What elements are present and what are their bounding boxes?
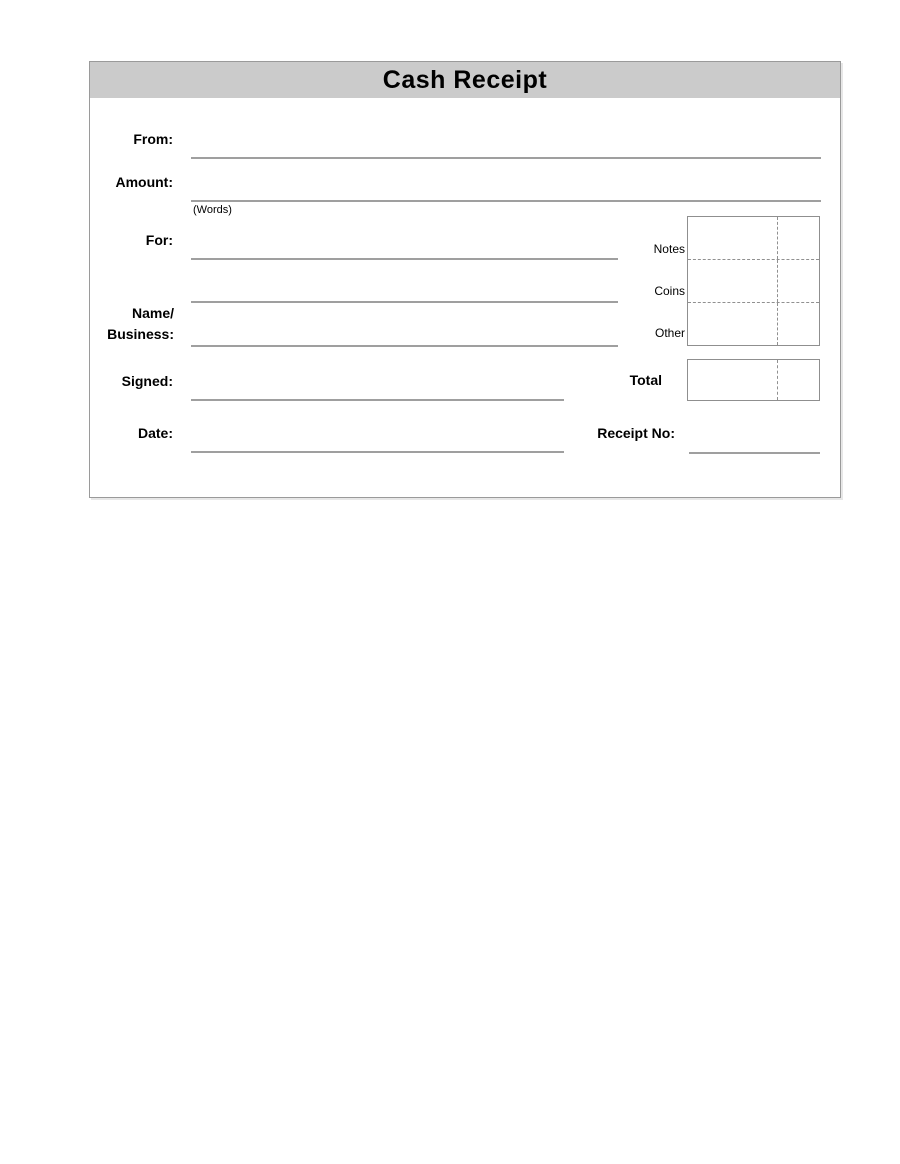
total-decimal-cell[interactable]	[777, 360, 819, 400]
signed-label: Signed:	[121, 373, 173, 389]
notes-amount-cell[interactable]	[688, 217, 777, 259]
name-business-label	[90, 303, 174, 345]
amount-field-line[interactable]	[191, 188, 821, 202]
other-decimal-cell[interactable]	[777, 303, 819, 345]
cash-receipt-form	[89, 61, 841, 498]
name-business-field-line[interactable]	[191, 333, 618, 347]
amount-words-hint: (Words)	[193, 204, 232, 216]
notes-decimal-cell[interactable]	[777, 217, 819, 259]
other-amount-cell[interactable]	[688, 303, 777, 345]
form-title: Cash Receipt	[382, 66, 548, 94]
total-row	[688, 360, 819, 400]
for-label: For:	[145, 232, 173, 248]
amount-label: Amount:	[115, 174, 173, 190]
from-label: From:	[133, 131, 173, 147]
total-label: Total	[629, 372, 662, 388]
coins-row	[688, 260, 819, 303]
receipt-no-label: Receipt No:	[597, 425, 675, 441]
notes-label: Notes	[653, 242, 685, 256]
date-field-line[interactable]	[191, 439, 564, 453]
signed-field-line[interactable]	[191, 387, 564, 401]
name-label-line1: Name/	[131, 305, 174, 321]
coins-label: Coins	[654, 284, 685, 298]
from-field-line[interactable]	[191, 145, 821, 159]
other-row	[688, 303, 819, 345]
name-label-line2: Business:	[107, 326, 174, 342]
coins-amount-cell[interactable]	[688, 260, 777, 302]
for-field-line[interactable]	[191, 246, 618, 260]
for-field-line-2[interactable]	[191, 289, 618, 303]
receipt-no-field-line[interactable]	[689, 440, 820, 454]
total-amount-cell[interactable]	[688, 360, 777, 400]
amount-breakdown-table	[687, 216, 820, 346]
coins-decimal-cell[interactable]	[777, 260, 819, 302]
notes-row	[688, 217, 819, 260]
date-label: Date:	[137, 425, 173, 441]
other-label: Other	[654, 326, 685, 340]
total-box	[687, 359, 820, 401]
form-header	[90, 62, 840, 98]
